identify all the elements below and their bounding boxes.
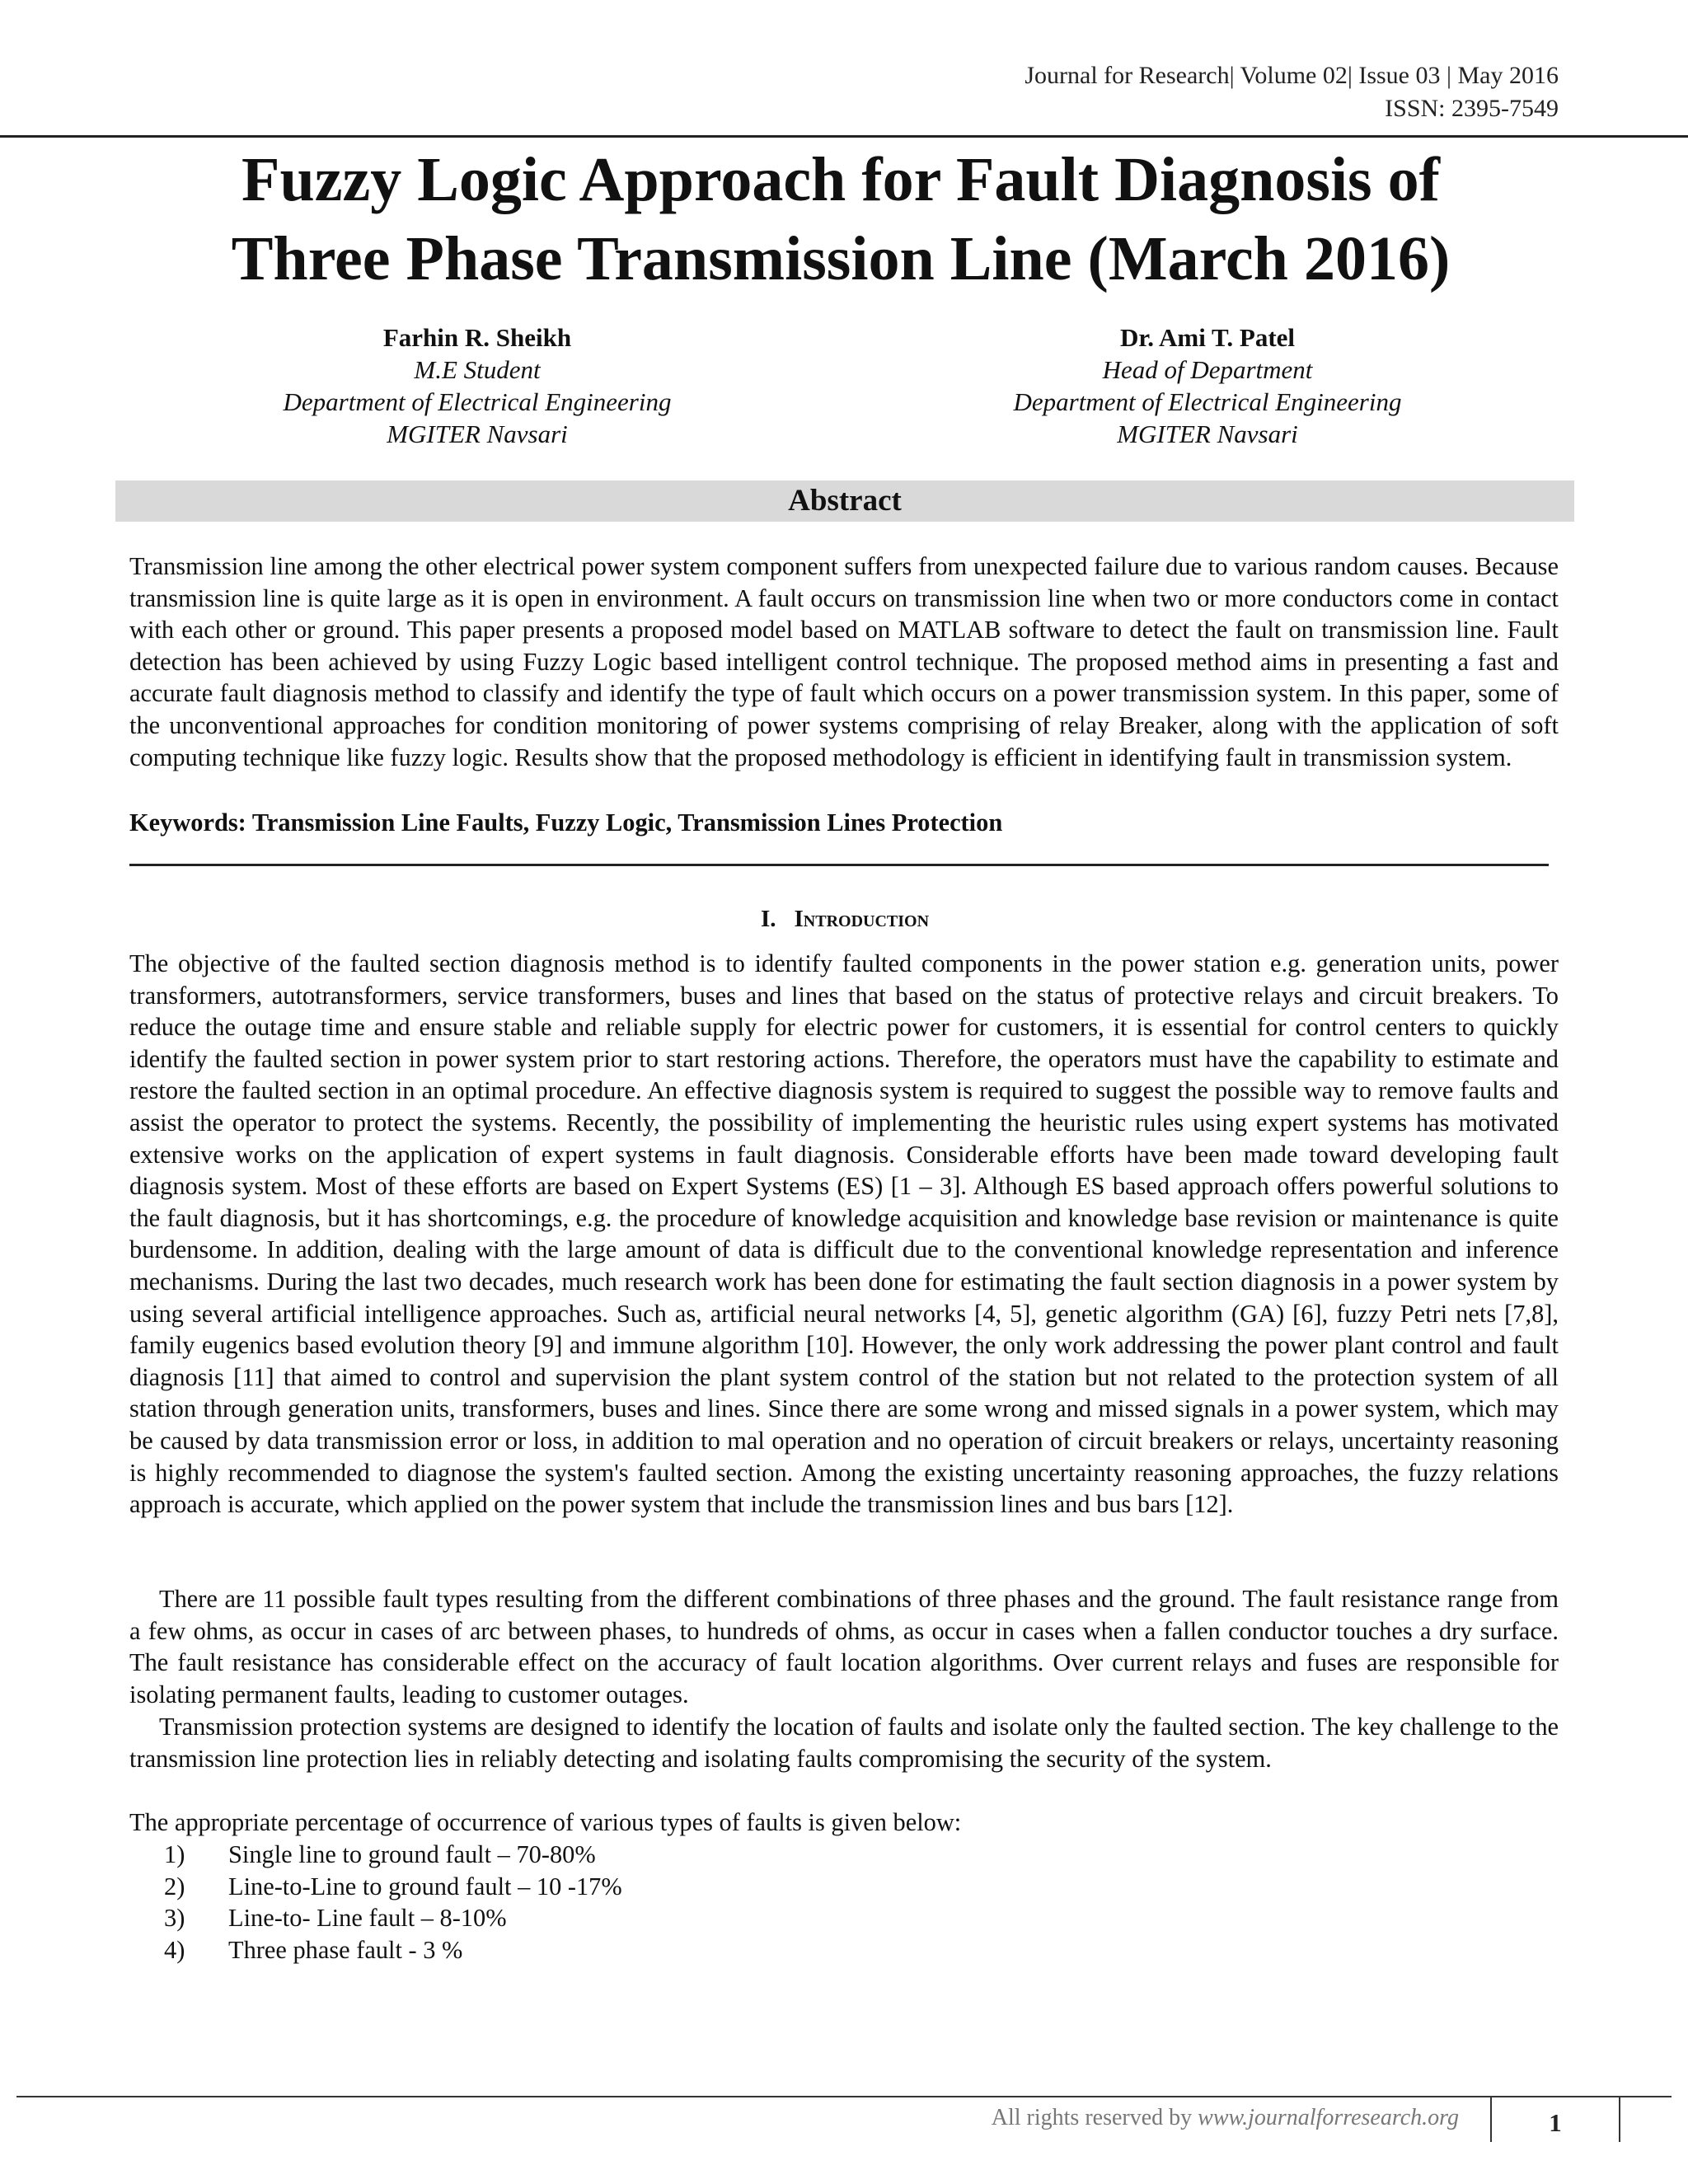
author-2	[919, 321, 1496, 450]
list-item-number: 4)	[164, 1935, 185, 1964]
abstract-heading: Abstract	[115, 480, 1574, 522]
list-item-text: Single line to ground fault – 70-80%	[228, 1840, 596, 1868]
abstract-text: Transmission line among the other electrical power system component suffers from unexpected failure due to various random causes. Because transmission line is quite large as it is open in environment. A fault occurs on transmission line when two or more conductors come in contact with each other or ground. This paper presents a proposed model based on MATLAB software to detect the fault on transmission line. Fault detection has been achieved by using Fuzzy Logic based intelligent control technique. The proposed method aims in presenting a fast and accurate fault diagnosis method to classify and identify the type of fault which occurs on a power transmission system. In this paper, some of the unconventional approaches for condition monitoring of power systems comprising of relay Breaker, along with the application of soft computing technique like fuzzy logic. Results show that the proposed methodology is efficient in identifying fault in transmission system.	[129, 552, 1559, 771]
footer-divider-right	[1620, 2096, 1672, 2097]
list-item-text: Three phase fault - 3 %	[228, 1935, 463, 1964]
footer-rights-label: All rights reserved by	[991, 2105, 1198, 2130]
intro-paragraph-3: Transmission protection systems are designed to identify the location of faults and isolate only the faulted section. The key challenge to the transmission line protection lies in reliably detecting and isolating faults compromising the security of the system.	[129, 1713, 1559, 1773]
author-block	[0, 321, 1688, 453]
journal-info: Journal for Research| Volume 02| Issue 03 | May 2016	[1025, 62, 1559, 89]
list-item-number: 3)	[164, 1904, 185, 1933]
author-name: Dr. Ami T. Patel	[1119, 323, 1296, 352]
list-item	[164, 1871, 622, 1903]
list-item	[164, 1934, 622, 1966]
header-divider	[0, 135, 1688, 138]
author-role: M.E Student	[414, 355, 541, 384]
author-1	[189, 321, 766, 450]
section-heading-introduction	[115, 904, 1574, 934]
intro-paragraph-4: The appropriate percentage of occurrence of various types of faults is given below:	[129, 1808, 962, 1836]
list-item-text: Line-to-Line to ground fault – 10 -17%	[228, 1872, 622, 1900]
author-department: Department of Electrical Engineering	[1013, 387, 1402, 416]
fault-type-list	[164, 1839, 622, 1966]
intro-paragraph-1: The objective of the faulted section diagnosis method is to identify faulted components in the power station e.g. generation units, power transformers, autotransformers, service transformers, buses and lines that based on the status of protective relays and circuit breakers. To reduce the outage time and ensure stable and reliable supply for electric power for customers, it is essential for control centers to quickly identify the faulted section in power system prior to start restoring actions. Therefore, the operators must have the capability to estimate and restore the faulted section in an optimal procedure. An effective diagnosis system is required to suggest the possible way to remove faults and assist the operator to protect the systems. Recently, the possibility of implementing the heuristic rules using expert systems has motivated extensive works on the application of expert systems in fault diagnosis. Considerable efforts have been made toward developing fault diagnosis system. Most of these efforts are based on Expert Systems (ES) [1 – 3]. Although ES based approach offers powerful solutions to the fault diagnosis, but it has shortcomings, e.g. the procedure of knowledge acquisition and knowledge base revision or maintenance is quite burdensome. In addition, dealing with the large amount of data is difficult due to the conventional knowledge representation and inference mechanisms. During the last two decades, much research work has been done for estimating the fault section diagnosis in a power system by using several artificial intelligence approaches. Such as, artificial neural networks [4, 5], genetic algorithm (GA) [6], fuzzy Petri nets [7,8], family eugenics based evolution theory [9] and immune algorithm [10]. However, the only work addressing the power plant control and fault diagnosis [11] that aimed to control and supervision the plant system control of the station but not related to the protection system of all station through generation units, transformers, buses and lines. Since there are some wrong and missed signals in a power system, which may be caused by data transmission error or loss, in addition to mal operation and no operation of circuit breakers or relays, uncertainty reasoning is highly recommended to diagnose the system's faulted section. Among the existing uncertainty reasoning approaches, the fuzzy relations approach is accurate, which applied on the power system that include the transmission lines and bus bars [12].	[129, 949, 1559, 1519]
page-number: 1	[1549, 2108, 1562, 2137]
footer-divider	[16, 2096, 1492, 2097]
list-item-text: Line-to- Line fault – 8-10%	[228, 1904, 507, 1933]
issn: ISSN: 2395-7549	[1385, 95, 1559, 122]
abstract-divider	[129, 864, 1549, 866]
footer-rights	[907, 2103, 1459, 2133]
title-line-2: Three Phase Transmission Line (March 2016)	[231, 224, 1451, 293]
list-item-number: 2)	[164, 1872, 185, 1900]
keywords: Keywords: Transmission Line Faults, Fuzzy Logic, Transmission Lines Protection	[129, 808, 1003, 837]
list-item-number: 1)	[164, 1840, 185, 1868]
author-name: Farhin R. Sheikh	[382, 323, 572, 352]
list-item	[164, 1839, 622, 1871]
footer-website-link[interactable]: www.journalforresearch.org	[1198, 2105, 1459, 2130]
author-role: Head of Department	[1102, 355, 1313, 384]
paper-title	[115, 140, 1566, 298]
author-department: Department of Electrical Engineering	[283, 387, 672, 416]
list-item	[164, 1902, 622, 1934]
author-institute: MGITER Navsari	[387, 419, 568, 448]
journal-header	[1025, 59, 1559, 125]
section-title: Introduction	[794, 906, 930, 932]
author-institute: MGITER Navsari	[1117, 419, 1298, 448]
section-number: I.	[760, 906, 776, 932]
intro-paragraph-2: There are 11 possible fault types resulting from the different combinations of three phases and the ground. The fault resistance range from a few ohms, as occur in cases of arc between phases, to hundreds of ohms, as occur in cases when a fallen conductor touches a dry surface. The fault resistance has considerable effect on the accuracy of fault location algorithms. Over current relays and fuses are responsible for isolating permanent faults, leading to customer outages.	[129, 1585, 1559, 1708]
title-line-1: Fuzzy Logic Approach for Fault Diagnosis of	[241, 145, 1440, 214]
